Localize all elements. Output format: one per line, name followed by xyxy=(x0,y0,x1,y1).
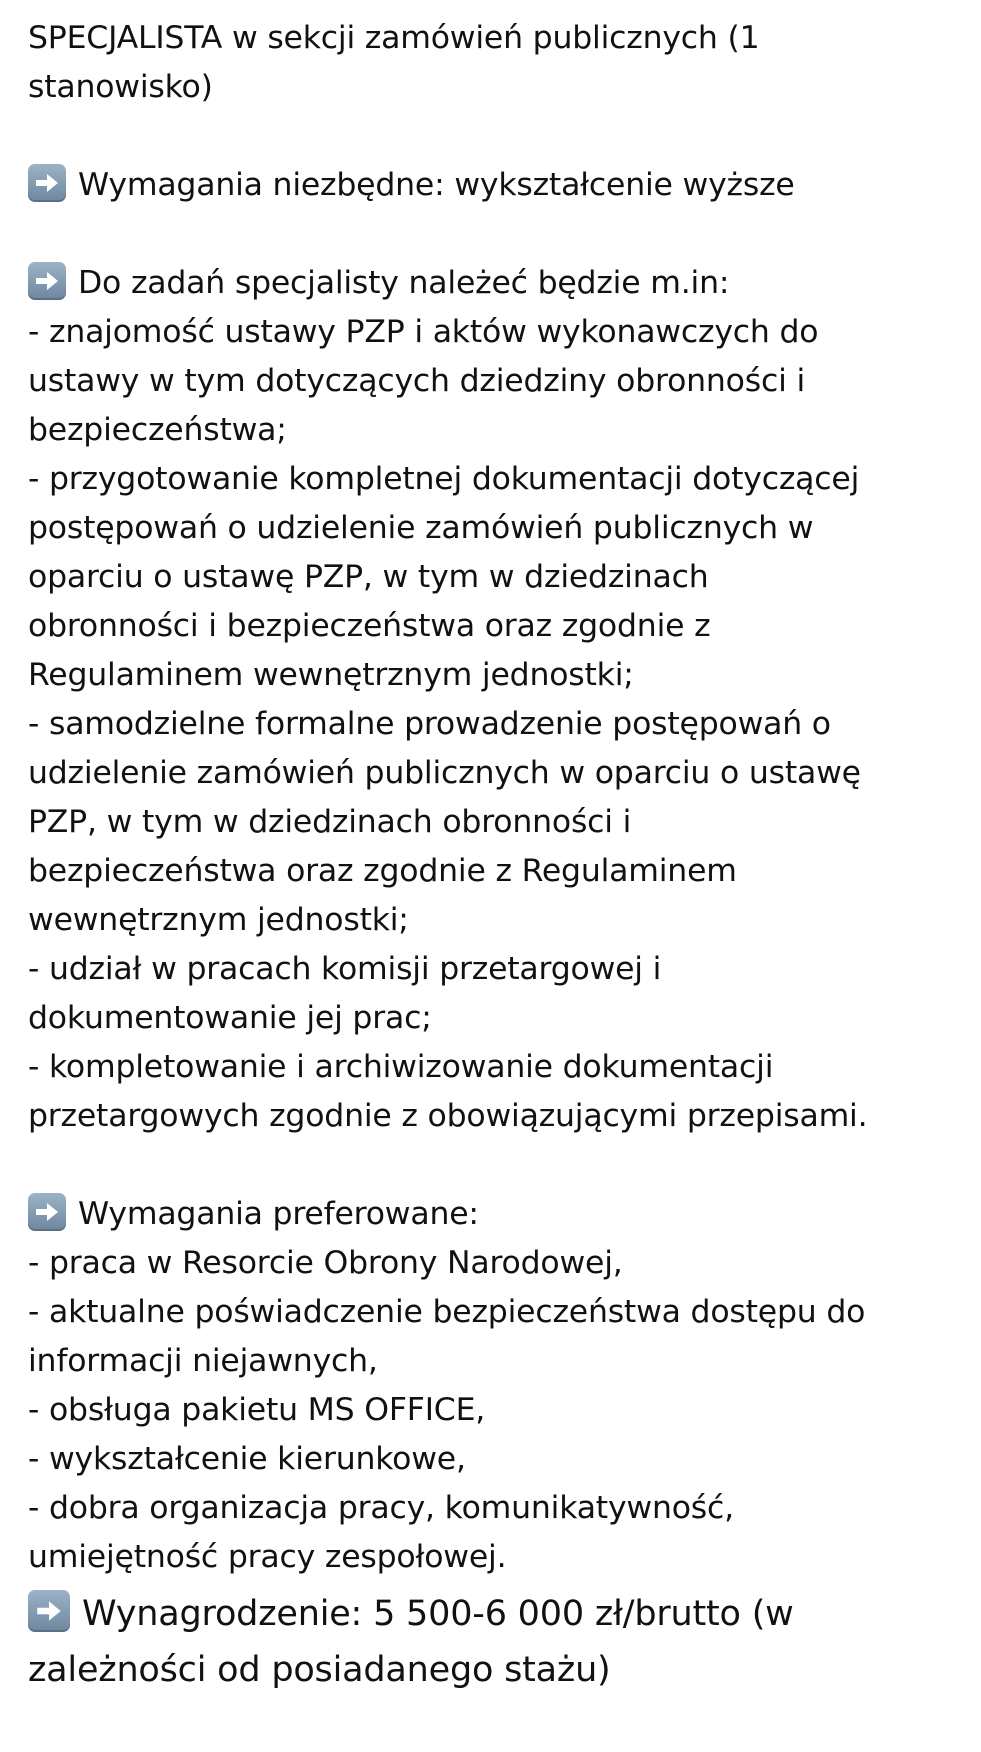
salary-line-1-row xyxy=(28,1586,968,1642)
duties-heading-row xyxy=(28,259,968,308)
salary-line-1: Wynagrodzenie: 5 500-6 000 zł/brutto (w xyxy=(82,1594,794,1634)
duties-line: dokumentowanie jej prac; xyxy=(28,1000,432,1036)
title-line-2: stanowisko) xyxy=(28,69,213,105)
spacer xyxy=(28,112,968,161)
duties-heading: Do zadań specjalisty należeć będzie m.in: xyxy=(78,265,730,301)
duties-line: wewnętrznym jednostki; xyxy=(28,902,409,938)
preferred-line: informacji niejawnych, xyxy=(28,1343,378,1379)
preferred-heading: Wymagania preferowane: xyxy=(78,1196,479,1232)
duties-line: udzielenie zamówień publicznych w oparciu o ustawę xyxy=(28,755,861,791)
duties-line: - udział w pracach komisji przetargowej i xyxy=(28,951,662,987)
required-heading-row xyxy=(28,161,968,210)
duties-line: - przygotowanie kompletnej dokumentacji dotyczącej xyxy=(28,461,860,497)
right-arrow-icon xyxy=(28,1590,70,1632)
preferred-line: - wykształcenie kierunkowe, xyxy=(28,1441,466,1477)
duties-line: PZP, w tym w dziedzinach obronności i xyxy=(28,804,632,840)
duties-line: - samodzielne formalne prowadzenie postępowań o xyxy=(28,706,831,742)
duties-line: postępowań o udzielenie zamówień publicznych w xyxy=(28,510,814,546)
preferred-line: - aktualne poświadczenie bezpieczeństwa dostępu do xyxy=(28,1294,866,1330)
spacer xyxy=(28,1141,968,1190)
preferred-line: umiejętność pracy zespołowej. xyxy=(28,1539,507,1575)
duties-line: - znajomość ustawy PZP i aktów wykonawczych do xyxy=(28,314,819,350)
right-arrow-icon xyxy=(28,262,66,300)
salary-line-2: zależności od posiadanego stażu) xyxy=(28,1650,611,1690)
required-heading: Wymagania niezbędne: wykształcenie wyższe xyxy=(78,167,795,203)
duties-line: przetargowych zgodnie z obowiązującymi przepisami. xyxy=(28,1098,868,1134)
duties-line: Regulaminem wewnętrznym jednostki; xyxy=(28,657,634,693)
preferred-line: - praca w Resorcie Obrony Narodowej, xyxy=(28,1245,623,1281)
duties-line: ustawy w tym dotyczących dziedziny obronności i xyxy=(28,363,805,399)
preferred-line: - dobra organizacja pracy, komunikatywność, xyxy=(28,1490,734,1526)
duties-line: obronności i bezpieczeństwa oraz zgodnie z xyxy=(28,608,711,644)
duties-line: - kompletowanie i archiwizowanie dokumentacji xyxy=(28,1049,774,1085)
preferred-line: - obsługa pakietu MS OFFICE, xyxy=(28,1392,486,1428)
job-posting xyxy=(28,14,968,1698)
preferred-heading-row xyxy=(28,1190,968,1239)
duties-line: bezpieczeństwa oraz zgodnie z Regulaminem xyxy=(28,853,737,889)
right-arrow-icon xyxy=(28,1193,66,1231)
duties-line: oparciu o ustawę PZP, w tym w dziedzinach xyxy=(28,559,709,595)
duties-line: bezpieczeństwa; xyxy=(28,412,287,448)
right-arrow-icon xyxy=(28,164,66,202)
spacer xyxy=(28,210,968,259)
title-line-1: SPECJALISTA w sekcji zamówień publicznych (1 xyxy=(28,20,760,56)
salary-section xyxy=(28,1586,968,1698)
